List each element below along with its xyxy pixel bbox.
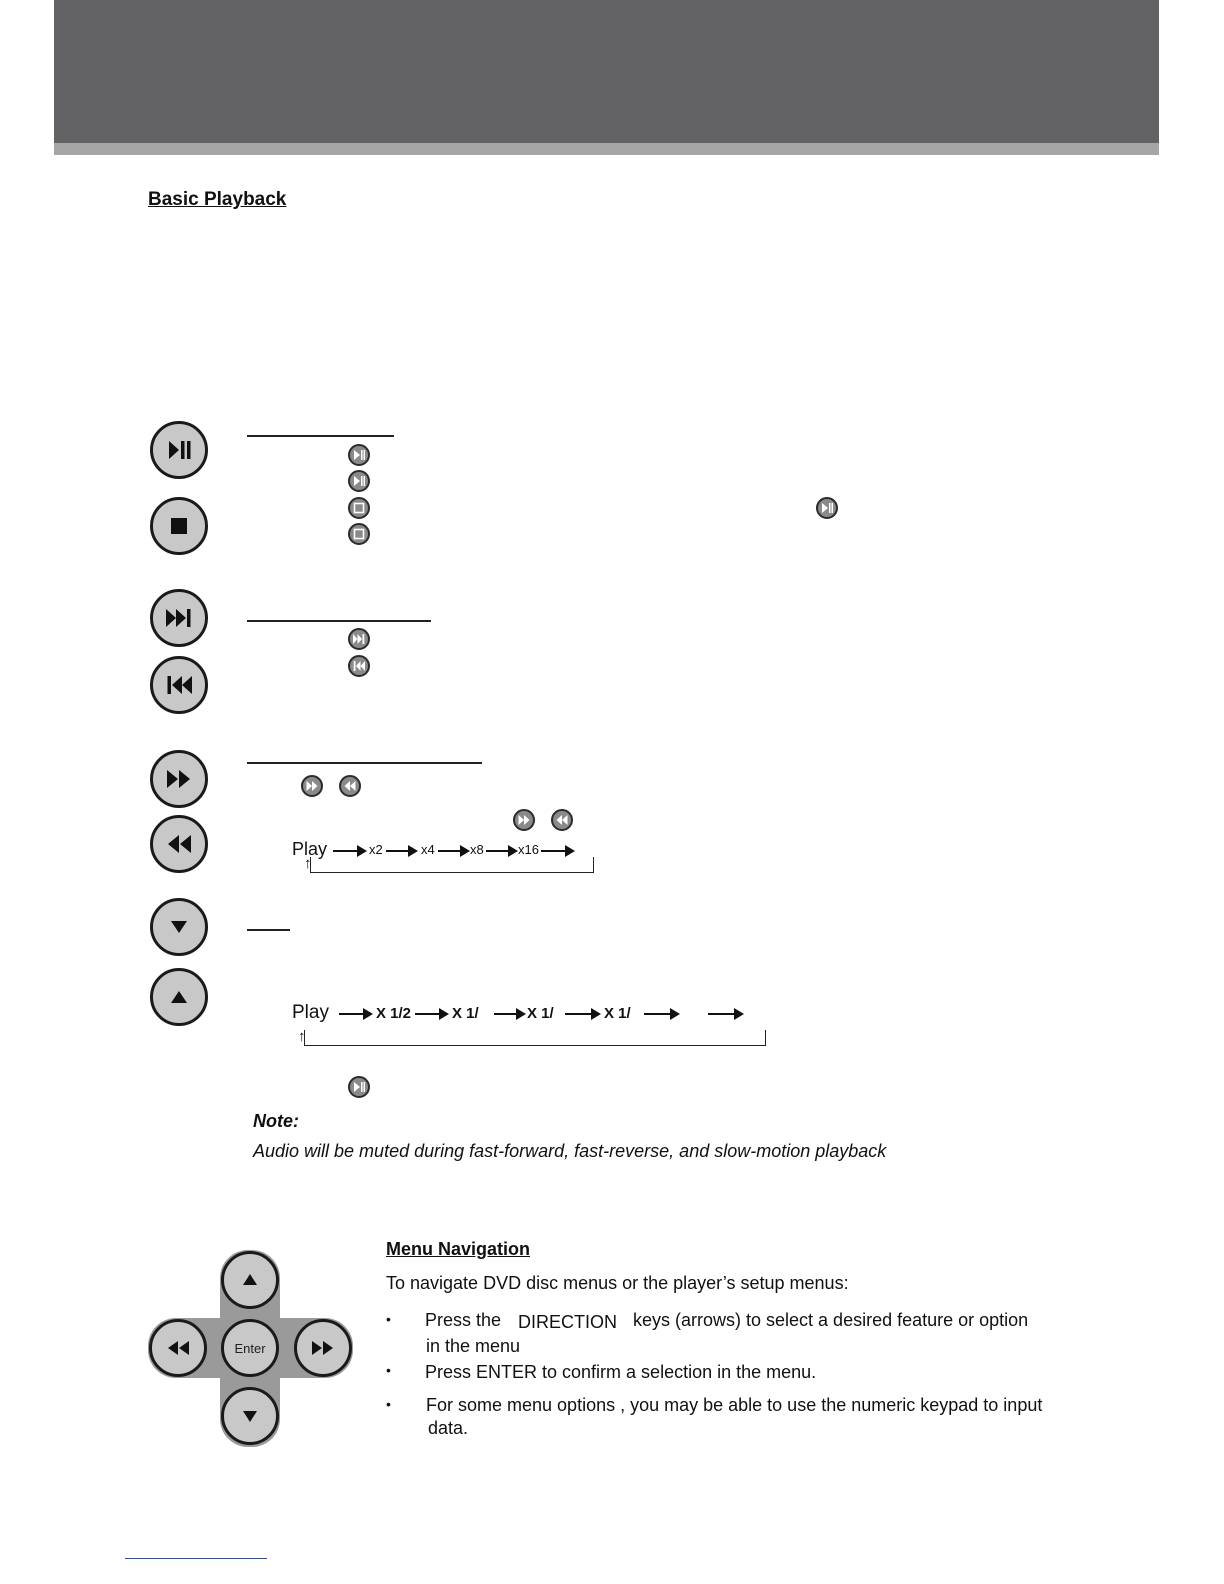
enter-label: Enter xyxy=(234,1340,266,1356)
loop-up-arrow-icon: ↑ xyxy=(298,1028,306,1045)
rule-skip xyxy=(247,620,431,622)
fast-forward-icon xyxy=(150,750,208,808)
rule-search xyxy=(247,762,482,764)
flow-slow-step: X 1/ xyxy=(604,1005,631,1022)
previous-icon xyxy=(150,656,208,714)
bullet-1-line2: in the menu xyxy=(426,1336,521,1356)
rule-slow xyxy=(247,929,290,931)
flow-fast-step: x4 xyxy=(421,842,435,857)
flow-arrow xyxy=(644,1013,678,1015)
mini-play-pause-icon xyxy=(816,497,838,519)
mini-fast-reverse-icon xyxy=(339,775,361,797)
flow-fast-step: x16 xyxy=(518,842,539,857)
up-arrow-icon xyxy=(150,968,208,1026)
flow-arrow xyxy=(494,1013,524,1015)
flow-slow-start: Play xyxy=(292,1002,329,1023)
flow-fast-start: Play xyxy=(292,839,328,859)
mini-play-pause-icon xyxy=(348,444,370,466)
bullet-1-pre: Press the xyxy=(425,1310,502,1330)
dpad-right-icon xyxy=(294,1319,352,1377)
flow-slow-step: X 1/ xyxy=(527,1005,554,1022)
flow-slow-step: X 1/ xyxy=(452,1005,479,1022)
mini-stop-icon xyxy=(348,497,370,519)
rule-play-stop xyxy=(247,435,394,437)
stop-icon xyxy=(150,497,208,555)
mini-previous-icon xyxy=(348,655,370,677)
direction-pad xyxy=(148,1250,353,1447)
dpad-enter-button xyxy=(221,1319,279,1377)
dpad-left-icon xyxy=(149,1319,207,1377)
bullet-dot: • xyxy=(386,1396,391,1412)
menu-navigation-intro: To navigate DVD disc menus or the player’s setup menus: xyxy=(386,1273,849,1293)
bullet-dot: • xyxy=(386,1362,391,1378)
dpad-up-icon xyxy=(221,1251,279,1309)
flow-arrow xyxy=(333,850,365,852)
header-strip xyxy=(54,143,1159,155)
bullet-1-key: DIRECTION xyxy=(518,1312,617,1332)
mini-next-icon xyxy=(348,628,370,650)
flow-slow-step: X 1/2 xyxy=(376,1005,412,1022)
play-pause-icon xyxy=(150,421,208,479)
note-title: Note: xyxy=(253,1111,299,1131)
flow-arrow xyxy=(565,1013,599,1015)
down-arrow-icon xyxy=(150,898,208,956)
mini-fast-reverse-icon xyxy=(551,809,573,831)
bullet-1-post: keys (arrows) to select a desired feature or option xyxy=(633,1310,1029,1330)
bullet-dot: • xyxy=(386,1311,391,1327)
bullet-3-line2: data. xyxy=(428,1418,469,1438)
footer-link-underline xyxy=(125,1558,267,1559)
dpad-down-icon xyxy=(221,1387,279,1445)
flow-fast-step: x2 xyxy=(369,842,383,857)
mini-play-pause-icon xyxy=(348,1076,370,1098)
mini-fast-forward-icon xyxy=(301,775,323,797)
loop-up-arrow-icon: ↑ xyxy=(304,855,312,872)
menu-navigation-title: Menu Navigation xyxy=(386,1239,531,1259)
flow-arrow xyxy=(386,850,416,852)
next-icon xyxy=(150,589,208,647)
flow-arrow xyxy=(438,850,468,852)
flow-loop xyxy=(304,1030,766,1046)
flow-fast-step: x8 xyxy=(470,842,484,857)
mini-stop-icon xyxy=(348,523,370,545)
section-title: Basic Playback xyxy=(148,189,287,210)
fast-reverse-icon xyxy=(150,815,208,873)
flow-arrow xyxy=(708,1013,742,1015)
mini-fast-forward-icon xyxy=(513,809,535,831)
flow-arrow xyxy=(339,1013,371,1015)
flow-loop xyxy=(310,857,594,873)
bullet-2-text: Press ENTER to confirm a selection in the menu. xyxy=(425,1362,817,1382)
flow-arrow xyxy=(415,1013,447,1015)
flow-arrow xyxy=(541,850,573,852)
flow-arrow xyxy=(486,850,516,852)
bullet-3-text: For some menu options , you may be able to use the numeric keypad to input xyxy=(426,1395,1043,1415)
note-text: Audio will be muted during fast-forward, fast-reverse, and slow-motion playback xyxy=(253,1141,887,1161)
mini-play-pause-icon xyxy=(348,470,370,492)
header-band xyxy=(54,0,1159,143)
